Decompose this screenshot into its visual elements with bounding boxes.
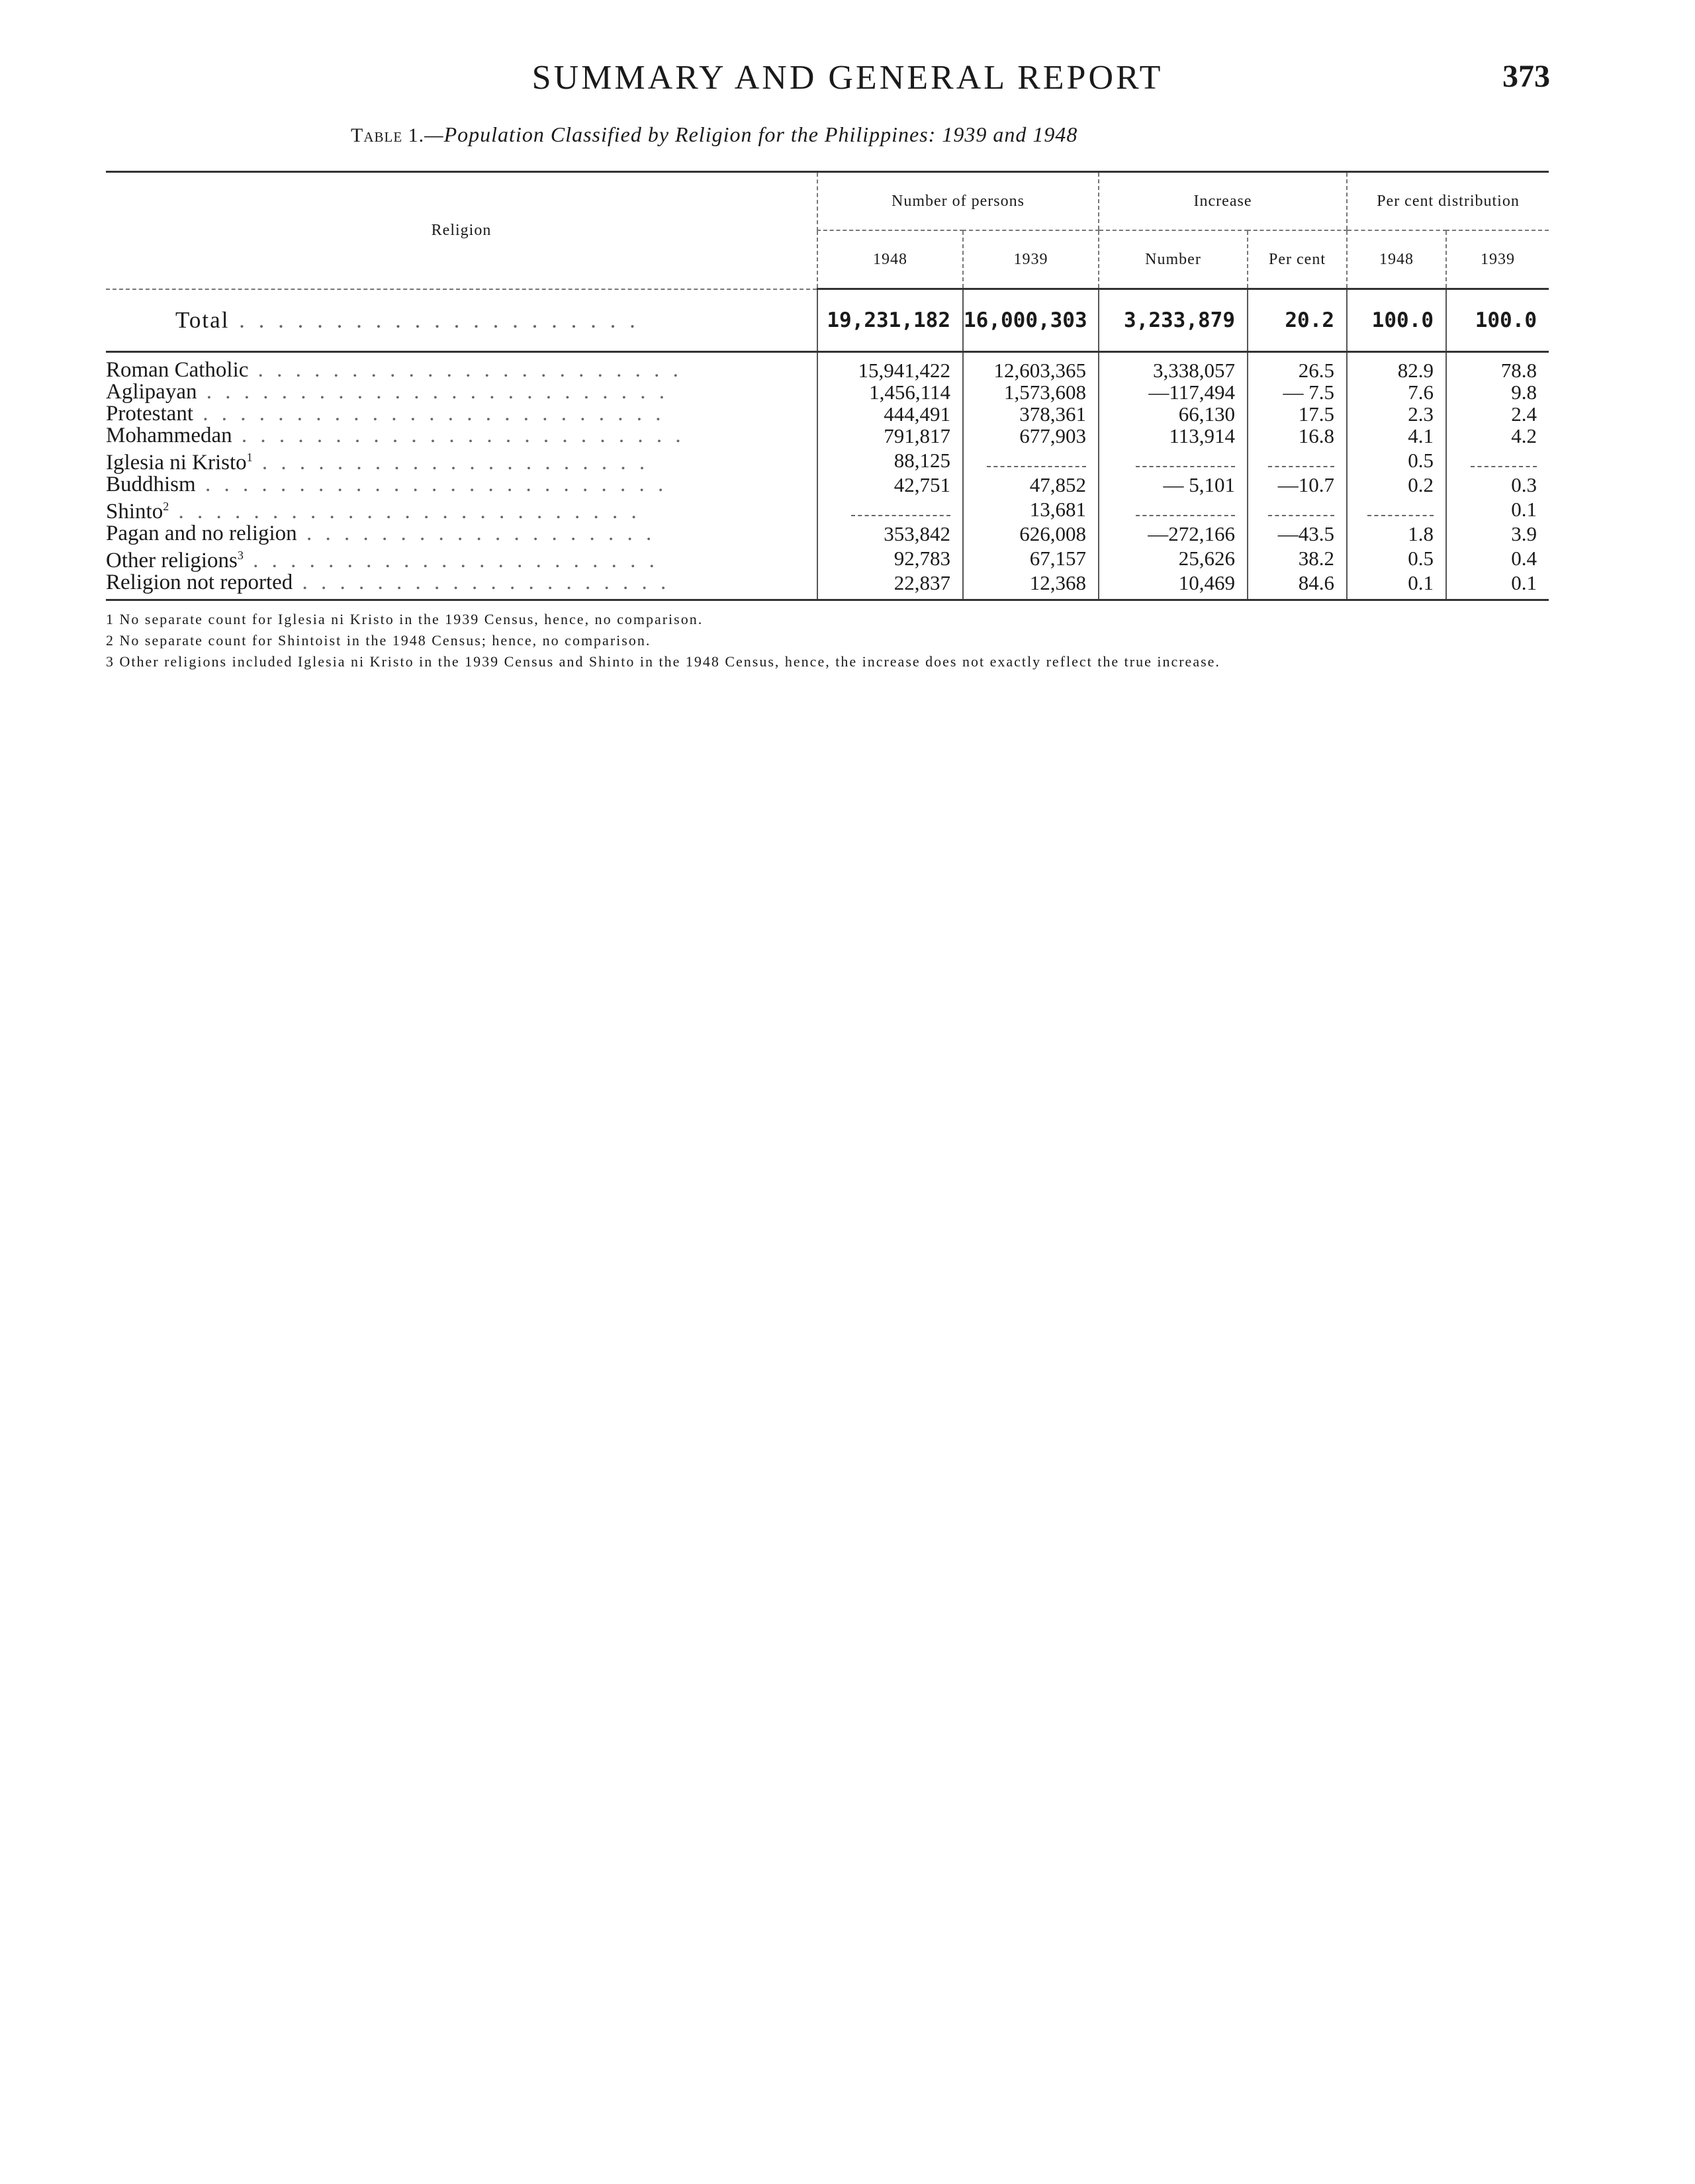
row-label: Protestant . . . . . . . . . . . . . . . . . . . . . . . . . <box>106 402 665 426</box>
cell: 25,626 <box>1099 545 1248 572</box>
group-header-distribution: Per cent distribution <box>1347 172 1549 231</box>
cell: 791,817 <box>817 425 963 447</box>
cell: 10,469 <box>1099 572 1248 600</box>
table-caption-lead: Table 1. <box>351 124 425 146</box>
footnotes <box>106 609 1562 672</box>
cell: 0.1 <box>1446 572 1549 600</box>
footnote-3: 3 Other religions included Iglesia ni Kristo in the 1939 Census and Shinto in the 1948 Census, hence, the increase does not exactly reflect the true increase. <box>106 653 1220 670</box>
table-row <box>106 425 1549 447</box>
row-label: Other religions$^3$ . . . . . . . . . . . . . . . . . . . . . . <box>106 549 659 572</box>
table-row <box>106 381 1549 403</box>
cell: —117,494 <box>1099 381 1248 403</box>
footnote-2: 2 No separate count for Shintoist in the 1948 Census; hence, no comparison. <box>106 632 651 649</box>
table-caption <box>351 122 1077 147</box>
cell: 22,837 <box>817 572 963 600</box>
row-label: Religion not reported . . . . . . . . . . . . . . . . . . . . <box>106 572 817 600</box>
cell: 84.6 <box>1248 572 1347 600</box>
cell <box>963 447 1099 474</box>
cell: 78.8 <box>1446 359 1549 381</box>
cell: — 7.5 <box>1248 381 1347 403</box>
table-caption-text: —Population Classified by Religion for the Philippines: 1939 and 1948 <box>424 122 1078 146</box>
cell: 7.6 <box>1347 381 1446 403</box>
cell: 100.0 <box>1446 289 1549 352</box>
row-label: Iglesia ni Kristo$^1$ . . . . . . . . . . . . . . . . . . . . . <box>106 451 649 475</box>
cell: 677,903 <box>963 425 1099 447</box>
cell: 1.8 <box>1347 523 1446 545</box>
cell: 2.3 <box>1347 403 1446 425</box>
group-header-persons: Number of persons <box>817 172 1099 231</box>
row-label: Mohammedan . . . . . . . . . . . . . . . . . . . . . . . . <box>106 424 685 447</box>
cell: 67,157 <box>963 545 1099 572</box>
cell <box>1446 447 1549 474</box>
page-number: 373 <box>1502 59 1550 94</box>
cell: 88,125 <box>817 447 963 474</box>
cell: 626,008 <box>963 523 1099 545</box>
cell: 113,914 <box>1099 425 1248 447</box>
footnote-1: 1 No separate count for Iglesia ni Kristo in the 1939 Census, hence, no comparison. <box>106 611 704 627</box>
table-row <box>106 359 1549 381</box>
table-row-total <box>106 289 1549 352</box>
table-row <box>106 474 1549 496</box>
cell: 82.9 <box>1347 359 1446 381</box>
cell: 92,783 <box>817 545 963 572</box>
cell <box>1099 496 1248 523</box>
row-label: Total . . . . . . . . . . . . . . . . . . . . . <box>106 289 817 352</box>
cell: 16,000,303 <box>963 289 1099 352</box>
cell: 353,842 <box>817 523 963 545</box>
cell: 47,852 <box>963 474 1099 496</box>
table-row <box>106 496 1549 523</box>
cell: 66,130 <box>1099 403 1248 425</box>
cell <box>1248 496 1347 523</box>
cell: 12,368 <box>963 572 1099 600</box>
cell: 1,456,114 <box>817 381 963 403</box>
subheader-persons-1948: 1948 <box>817 230 963 289</box>
cell: 444,491 <box>817 403 963 425</box>
cell: 15,941,422 <box>817 359 963 381</box>
row-label: Buddhism . . . . . . . . . . . . . . . . . . . . . . . . . <box>106 473 668 496</box>
cell: 26.5 <box>1248 359 1347 381</box>
cell: 2.4 <box>1446 403 1549 425</box>
cell: —43.5 <box>1248 523 1347 545</box>
cell: 3,233,879 <box>1099 289 1248 352</box>
cell: 378,361 <box>963 403 1099 425</box>
cell: 0.5 <box>1347 447 1446 474</box>
page-title: SUMMARY AND GENERAL REPORT <box>531 59 1164 97</box>
religion-table <box>106 171 1549 601</box>
cell: 42,751 <box>817 474 963 496</box>
row-label: Pagan and no religion . . . . . . . . . . . . . . . . . . . <box>106 522 656 545</box>
subheader-persons-1939: 1939 <box>963 230 1099 289</box>
row-label: Roman Catholic . . . . . . . . . . . . . . . . . . . . . . . <box>106 358 682 382</box>
cell: 20.2 <box>1248 289 1347 352</box>
cell <box>1248 447 1347 474</box>
row-label: Shinto$^2$ . . . . . . . . . . . . . . . . . . . . . . . . . <box>106 500 641 523</box>
cell: 3.9 <box>1446 523 1549 545</box>
cell: 13,681 <box>963 496 1099 523</box>
cell: — 5,101 <box>1099 474 1248 496</box>
cell: 19,231,182 <box>817 289 963 352</box>
table-row <box>106 523 1549 545</box>
cell: 17.5 <box>1248 403 1347 425</box>
cell: 16.8 <box>1248 425 1347 447</box>
cell <box>1099 447 1248 474</box>
table-row <box>106 572 1549 600</box>
total-label: Total <box>175 306 230 333</box>
table-row <box>106 545 1549 572</box>
cell: 4.2 <box>1446 425 1549 447</box>
cell: 38.2 <box>1248 545 1347 572</box>
cell: 100.0 <box>1347 289 1446 352</box>
group-header-increase: Increase <box>1099 172 1347 231</box>
cell: 0.4 <box>1446 545 1549 572</box>
cell: 0.1 <box>1347 572 1446 600</box>
cell: 12,603,365 <box>963 359 1099 381</box>
stub-header: Religion <box>106 172 817 289</box>
cell: 0.2 <box>1347 474 1446 496</box>
subheader-distribution-1948: 1948 <box>1347 230 1446 289</box>
table-row <box>106 447 1549 474</box>
subheader-increase-percent: Per cent <box>1248 230 1347 289</box>
cell: 0.1 <box>1446 496 1549 523</box>
cell <box>817 496 963 523</box>
cell <box>1347 496 1446 523</box>
cell: 0.5 <box>1347 545 1446 572</box>
subheader-increase-number: Number <box>1099 230 1248 289</box>
row-label: Aglipayan . . . . . . . . . . . . . . . . . . . . . . . . . <box>106 380 668 404</box>
cell: 3,338,057 <box>1099 359 1248 381</box>
cell: 0.3 <box>1446 474 1549 496</box>
cell: —272,166 <box>1099 523 1248 545</box>
table-row <box>106 403 1549 425</box>
cell: 9.8 <box>1446 381 1549 403</box>
cell: 4.1 <box>1347 425 1446 447</box>
cell: —10.7 <box>1248 474 1347 496</box>
subheader-distribution-1939: 1939 <box>1446 230 1549 289</box>
cell: 1,573,608 <box>963 381 1099 403</box>
